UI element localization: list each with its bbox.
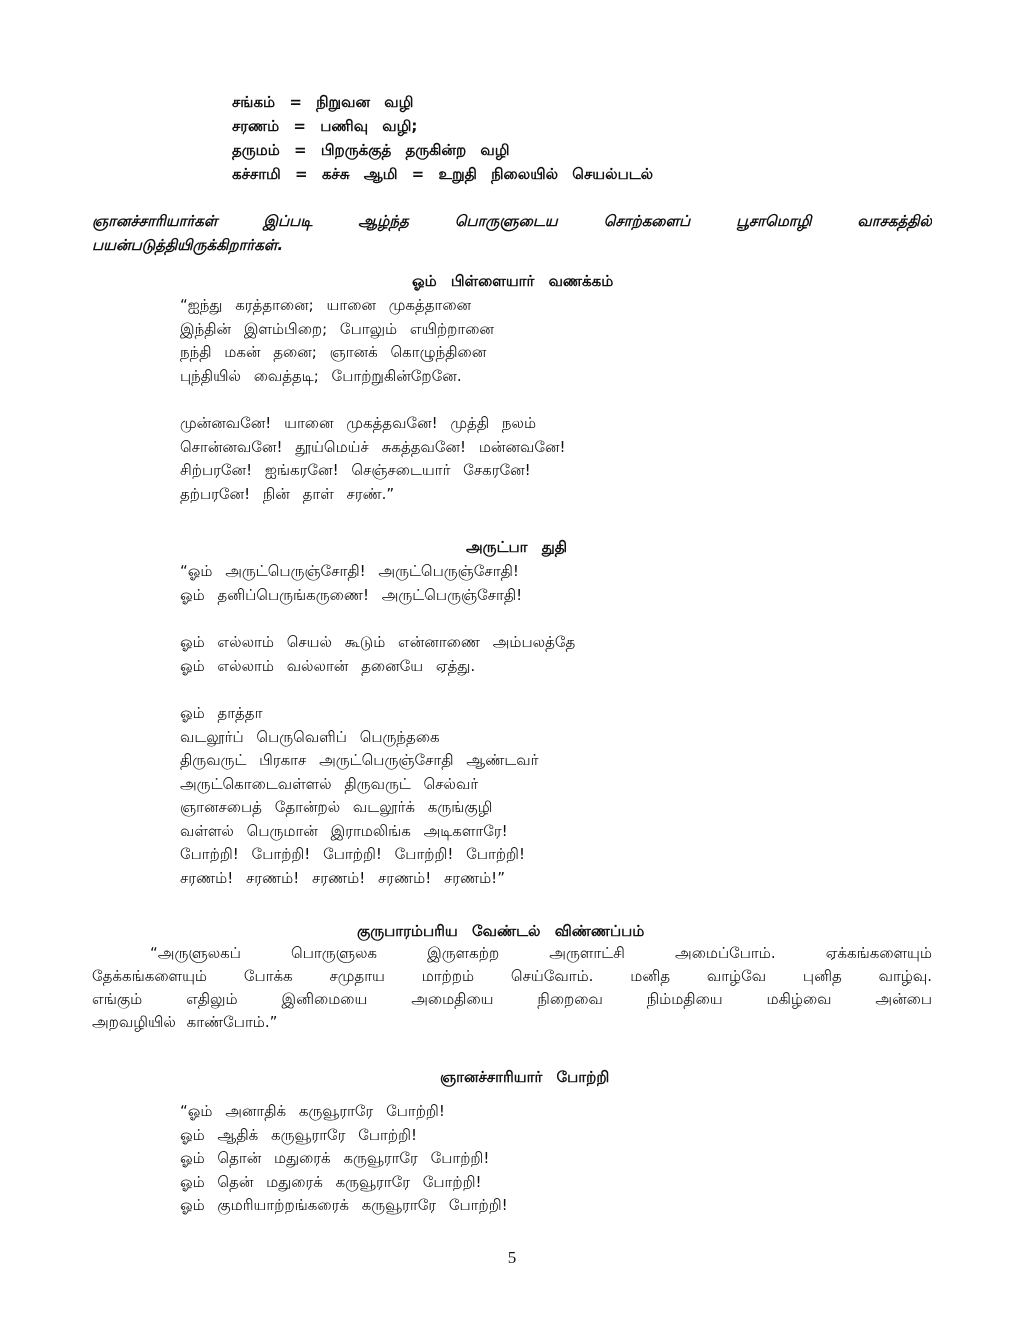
verse-line: திருவருட் பிரகாச அருட்பெருஞ்சோதி ஆண்டவர்: [180, 751, 539, 769]
verse-line: ஓம் தொன் மதுரைக் கருவூராரே போற்றி!: [180, 1149, 490, 1167]
verse-line: ஓம் எல்லாம் செயல் கூடும் என்னாணை அம்பலத்தே: [180, 633, 576, 651]
verse-line: அருட்கொடைவள்ளல் திருவருட் செல்வர்: [180, 774, 479, 793]
section-heading-gnanachariyar: ஞானச்சாரியார் போற்றி: [440, 1068, 610, 1086]
definition-line: தருமம் = பிறருக்குத் தருகின்ற வழி: [232, 141, 510, 159]
verse-line: போற்றி! போற்றி! போற்றி! போற்றி! போற்றி!: [180, 845, 525, 863]
verse-line: வள்ளல் பெருமான் இராமலிங்க அடிகளாரே!: [180, 821, 508, 840]
verse-line: ஓம் தென் மதுரைக் கருவூராரே போற்றி!: [180, 1172, 482, 1191]
definition-line: சங்கம் = நிறுவன வழி: [232, 93, 414, 111]
intro-line: ஞானச்சாரியார்கள் இப்படி ஆழ்ந்த பொருளுடைய சொற்களைப் பூசாமொழி வாசகத்தில்: [92, 212, 932, 230]
verse-line: வடலூர்ப் பெருவெளிப் பெருந்தகை: [180, 727, 440, 746]
section-heading-gurubarambariya: குருபாரம்பரிய வேண்டல் விண்ணப்பம்: [357, 922, 645, 940]
verse-line: ஓம் தாத்தா: [180, 704, 263, 722]
verse-line: “ஓம் அருட்பெருஞ்சோதி! அருட்பெருஞ்சோதி!: [180, 562, 519, 580]
definitions-block: [232, 90, 653, 186]
verse-line: ஓம் குமரியாற்றங்கரைக் கருவூராரே போற்றி!: [180, 1196, 508, 1214]
verse-line: சிற்பரனே! ஐங்கரனே! செஞ்சடையார் சேகரனே!: [180, 461, 531, 479]
section-heading-arutpa: அருட்பா துதி: [466, 538, 568, 556]
verse-line: ஓம் ஆதிக் கருவூராரே போற்றி!: [180, 1125, 417, 1144]
verse-line: “ஐந்து கரத்தானை; யானை முகத்தானை: [180, 296, 472, 314]
intro-paragraph: [92, 209, 932, 257]
verse-line: சரணம்! சரணம்! சரணம்! சரணம்! சரணம்!”: [180, 868, 505, 887]
pillaiyar-verse: [180, 294, 566, 506]
verse-line: இந்தின் இளம்பிறை; போலும் எயிற்றானை: [180, 319, 494, 338]
gnanachariyar-verse: [180, 1100, 508, 1218]
verse-line: “ஓம் அனாதிக் கருவூராரே போற்றி!: [180, 1102, 445, 1120]
definition-line: கச்சாமி = கச்சு ஆமி = உறுதி நிலையில் செயல்படல்: [232, 165, 654, 183]
paragraph-line: தேக்கங்களையும் போக்க சமுதாய மாற்றம் செய்வோம். மனித வாழ்வே புனித வாழ்வு.: [92, 967, 932, 985]
verse-line: முன்னவனே! யானை முகத்தவனே! முத்தி நலம்: [180, 414, 537, 432]
page-number: 5: [507, 1248, 517, 1267]
verse-line: புந்தியில் வைத்தடி; போற்றுகின்றேனே.: [180, 366, 462, 385]
verse-line: ஞானசபைத் தோன்றல் வடலூர்க் கருங்குழி: [180, 798, 493, 816]
gurubarambariya-paragraph: [92, 942, 932, 1034]
verse-line: தற்பரனே! நின் தாள் சரண்.”: [180, 484, 395, 503]
verse-line: சொன்னவனே! தூய்மெய்ச் சுகத்தவனே! மன்னவனே!: [180, 437, 566, 456]
verse-line: ஓம் எல்லாம் வல்லான் தனையே ஏத்து.: [180, 656, 476, 675]
paragraph-line: அறவழியில் காண்போம்.”: [92, 1013, 278, 1031]
verse-line: நந்தி மகன் தனை; ஞானக் கொழுந்தினை: [180, 343, 487, 361]
verse-line: ஓம் தனிப்பெருங்கருணை! அருட்பெருஞ்சோதி!: [180, 585, 523, 604]
intro-line: பயன்படுத்தியிருக்கிறார்கள்.: [92, 236, 284, 254]
arutpa-verse: [180, 560, 575, 890]
paragraph-line: எங்கும் எதிலும் இனிமையை அமைதியை நிறைவை நிம்மதியை மகிழ்வை அன்பை: [92, 990, 932, 1008]
paragraph-line: “அருளுலகப் பொருளுலக இருளகற்ற அருளாட்சி அமைப்போம். ஏக்கங்களையும்: [150, 944, 932, 962]
definition-line: சரணம் = பணிவு வழி;: [232, 117, 418, 135]
section-heading-pillaiyar: ஓம் பிள்ளையார் வணக்கம்: [412, 272, 614, 290]
